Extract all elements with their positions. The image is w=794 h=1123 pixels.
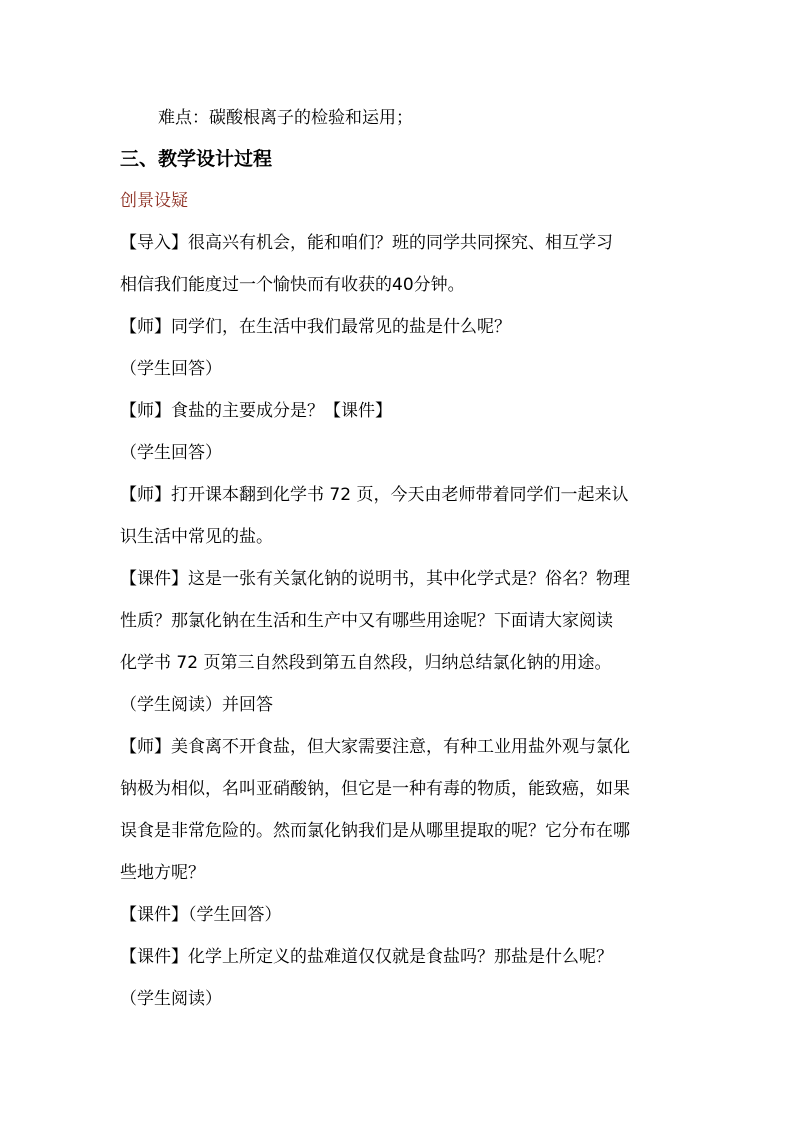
difficulty-line: 难点：碳酸根离子的检验和运用；: [158, 108, 413, 128]
text-line: 化学书 72 页第三自然段到第五自然段，归纳总结氯化钠的用途。: [120, 653, 612, 673]
text-line: 误食是非常危险的。然而氯化钠我们是从哪里提取的呢？它分布在哪: [120, 821, 630, 841]
text-line: 【导入】很高兴有机会，能和咱们？班的同学共同探究、相互学习: [120, 233, 613, 253]
text-line: 些地方呢？: [120, 863, 205, 883]
text-line: 【课件】（学生回答）: [120, 905, 282, 925]
text-line: 【课件】这是一张有关氯化钠的说明书，其中化学式是？俗名？物理: [120, 569, 630, 589]
text-line: 相信我们能度过一个愉快而有收获的40分钟。: [120, 275, 465, 295]
text-line: （学生回答）: [120, 443, 222, 463]
text-line: （学生阅读）: [120, 989, 222, 1009]
text-line: 【师】美食离不开食盐，但大家需要注意，有种工业用盐外观与氯化: [120, 737, 630, 757]
text-line: （学生阅读）并回答: [120, 695, 273, 715]
text-line: 【师】食盐的主要成分是？【课件】: [120, 401, 392, 421]
text-line: 【师】打开课本翻到化学书 72 页，今天由老师带着同学们一起来认: [120, 485, 629, 505]
text-line: 钠极为相似，名叫亚硝酸钠，但它是一种有毒的物质，能致癌，如果: [120, 779, 630, 799]
section-heading: 三、教学设计过程: [120, 148, 273, 170]
text-line: 性质？那氯化钠在生活和生产中又有哪些用途呢？下面请大家阅读: [120, 611, 613, 631]
text-line: 识生活中常见的盐。: [120, 527, 273, 547]
text-line: 【师】同学们，在生活中我们最常见的盐是什么呢？: [120, 317, 511, 337]
section-subtitle: 创景设疑: [120, 191, 188, 211]
text-line: 【课件】化学上所定义的盐难道仅仅就是食盐吗？那盐是什么呢？: [120, 947, 613, 967]
text-line: （学生回答）: [120, 359, 222, 379]
